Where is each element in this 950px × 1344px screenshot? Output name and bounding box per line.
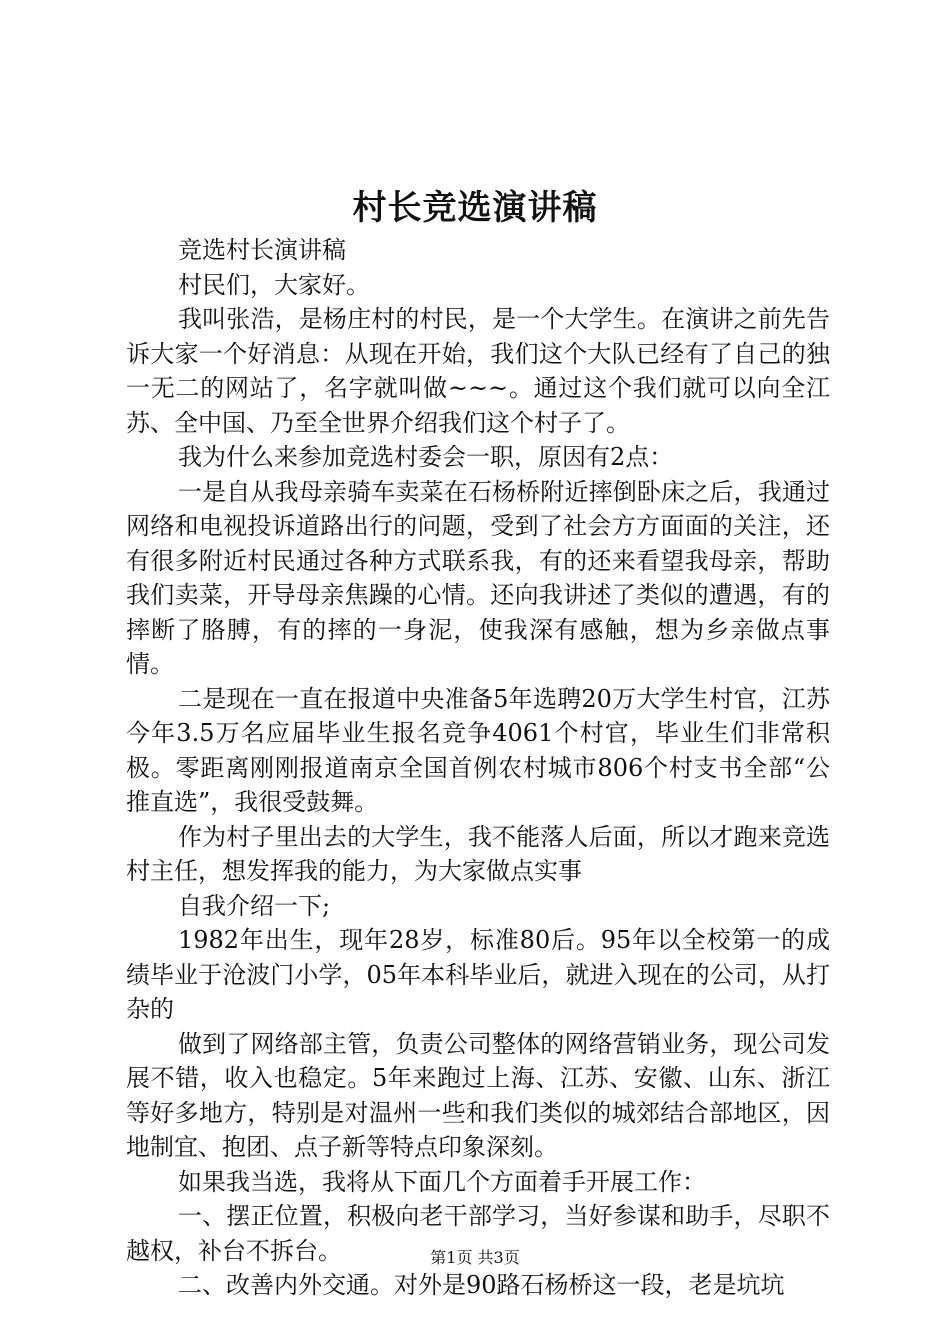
page-footer: 第1页 共3页 [430, 1248, 520, 1267]
document-body [126, 233, 830, 1303]
paragraph: 二、改善内外交通。对外是90路石杨桥这一段，老是坑坑 [178, 1271, 785, 1299]
paragraph: 一、摆正位置，积极向老干部学习，当好参谋和助手，尽职不越权，补台不拆台。 [126, 1202, 830, 1265]
paragraph: 自我介绍一下; [178, 891, 331, 920]
paragraph: 一是自从我母亲骑车卖菜在石杨桥附近摔倒卧床之后，我通过网络和电视投诉道路出行的问题，受到了社会方方面面的关注，还有很多附近村民通过各种方式联系我，有的还来看望我母亲，帮助我们卖菜，开导母亲焦躁的心情。还向我讲述了类似的遭遇，有的摔断了胳膊，有的摔的一身泥，使我深有感触，想为乡亲做点事情。 [126, 477, 830, 678]
paragraph: 做到了网络部主管，负责公司整体的网络营销业务，现公司发展不错，收入也稳定。5年来跑过上海、江苏、安徽、山东、浙江等好多地方，特别是对温州一些和我们类似的城郊结合部地区，因地制宜、抱团、点子新等特点印象深刻。 [126, 1029, 830, 1161]
paragraph: 我为什么来参加竞选村委会一职，原因有2点： [178, 443, 674, 471]
paragraph: 1982年出生，现年28岁，标准80后。95年以全校第一的成绩毕业于沧波门小学，05年本科毕业后，就进入现在的公司，从打杂的 [126, 926, 830, 1023]
paragraph: 如果我当选，我将从下面几个方面着手开展工作： [178, 1167, 706, 1196]
paragraph: 作为村子里出去的大学生，我不能落人后面，所以才跑来竞选村主任，想发挥我的能力，为大家做点实事 [126, 822, 830, 885]
paragraph: 村民们，大家好。 [178, 270, 370, 299]
paragraph: 二是现在一直在报道中央准备5年选聘20万大学生村官，江苏今年3.5万名应届毕业生报名竞争4061个村官，毕业生们非常积极。零距离刚刚报道南京全国首例农村城市806个村支书全部“公推直选”，我很受鼓舞。 [126, 684, 830, 816]
paragraph: 竞选村长演讲稿 [178, 236, 346, 264]
document-title: 村长竞选演讲稿 [352, 188, 598, 228]
paragraph: 我叫张浩，是杨庄村的村民，是一个大学生。在演讲之前先告诉大家一个好消息：从现在开始，我们这个大队已经有了自己的独一无二的网站了，名字就叫做~~~。通过这个我们就可以向全江苏、全中国、乃至全世界介绍我们这个村子了。 [126, 305, 830, 437]
